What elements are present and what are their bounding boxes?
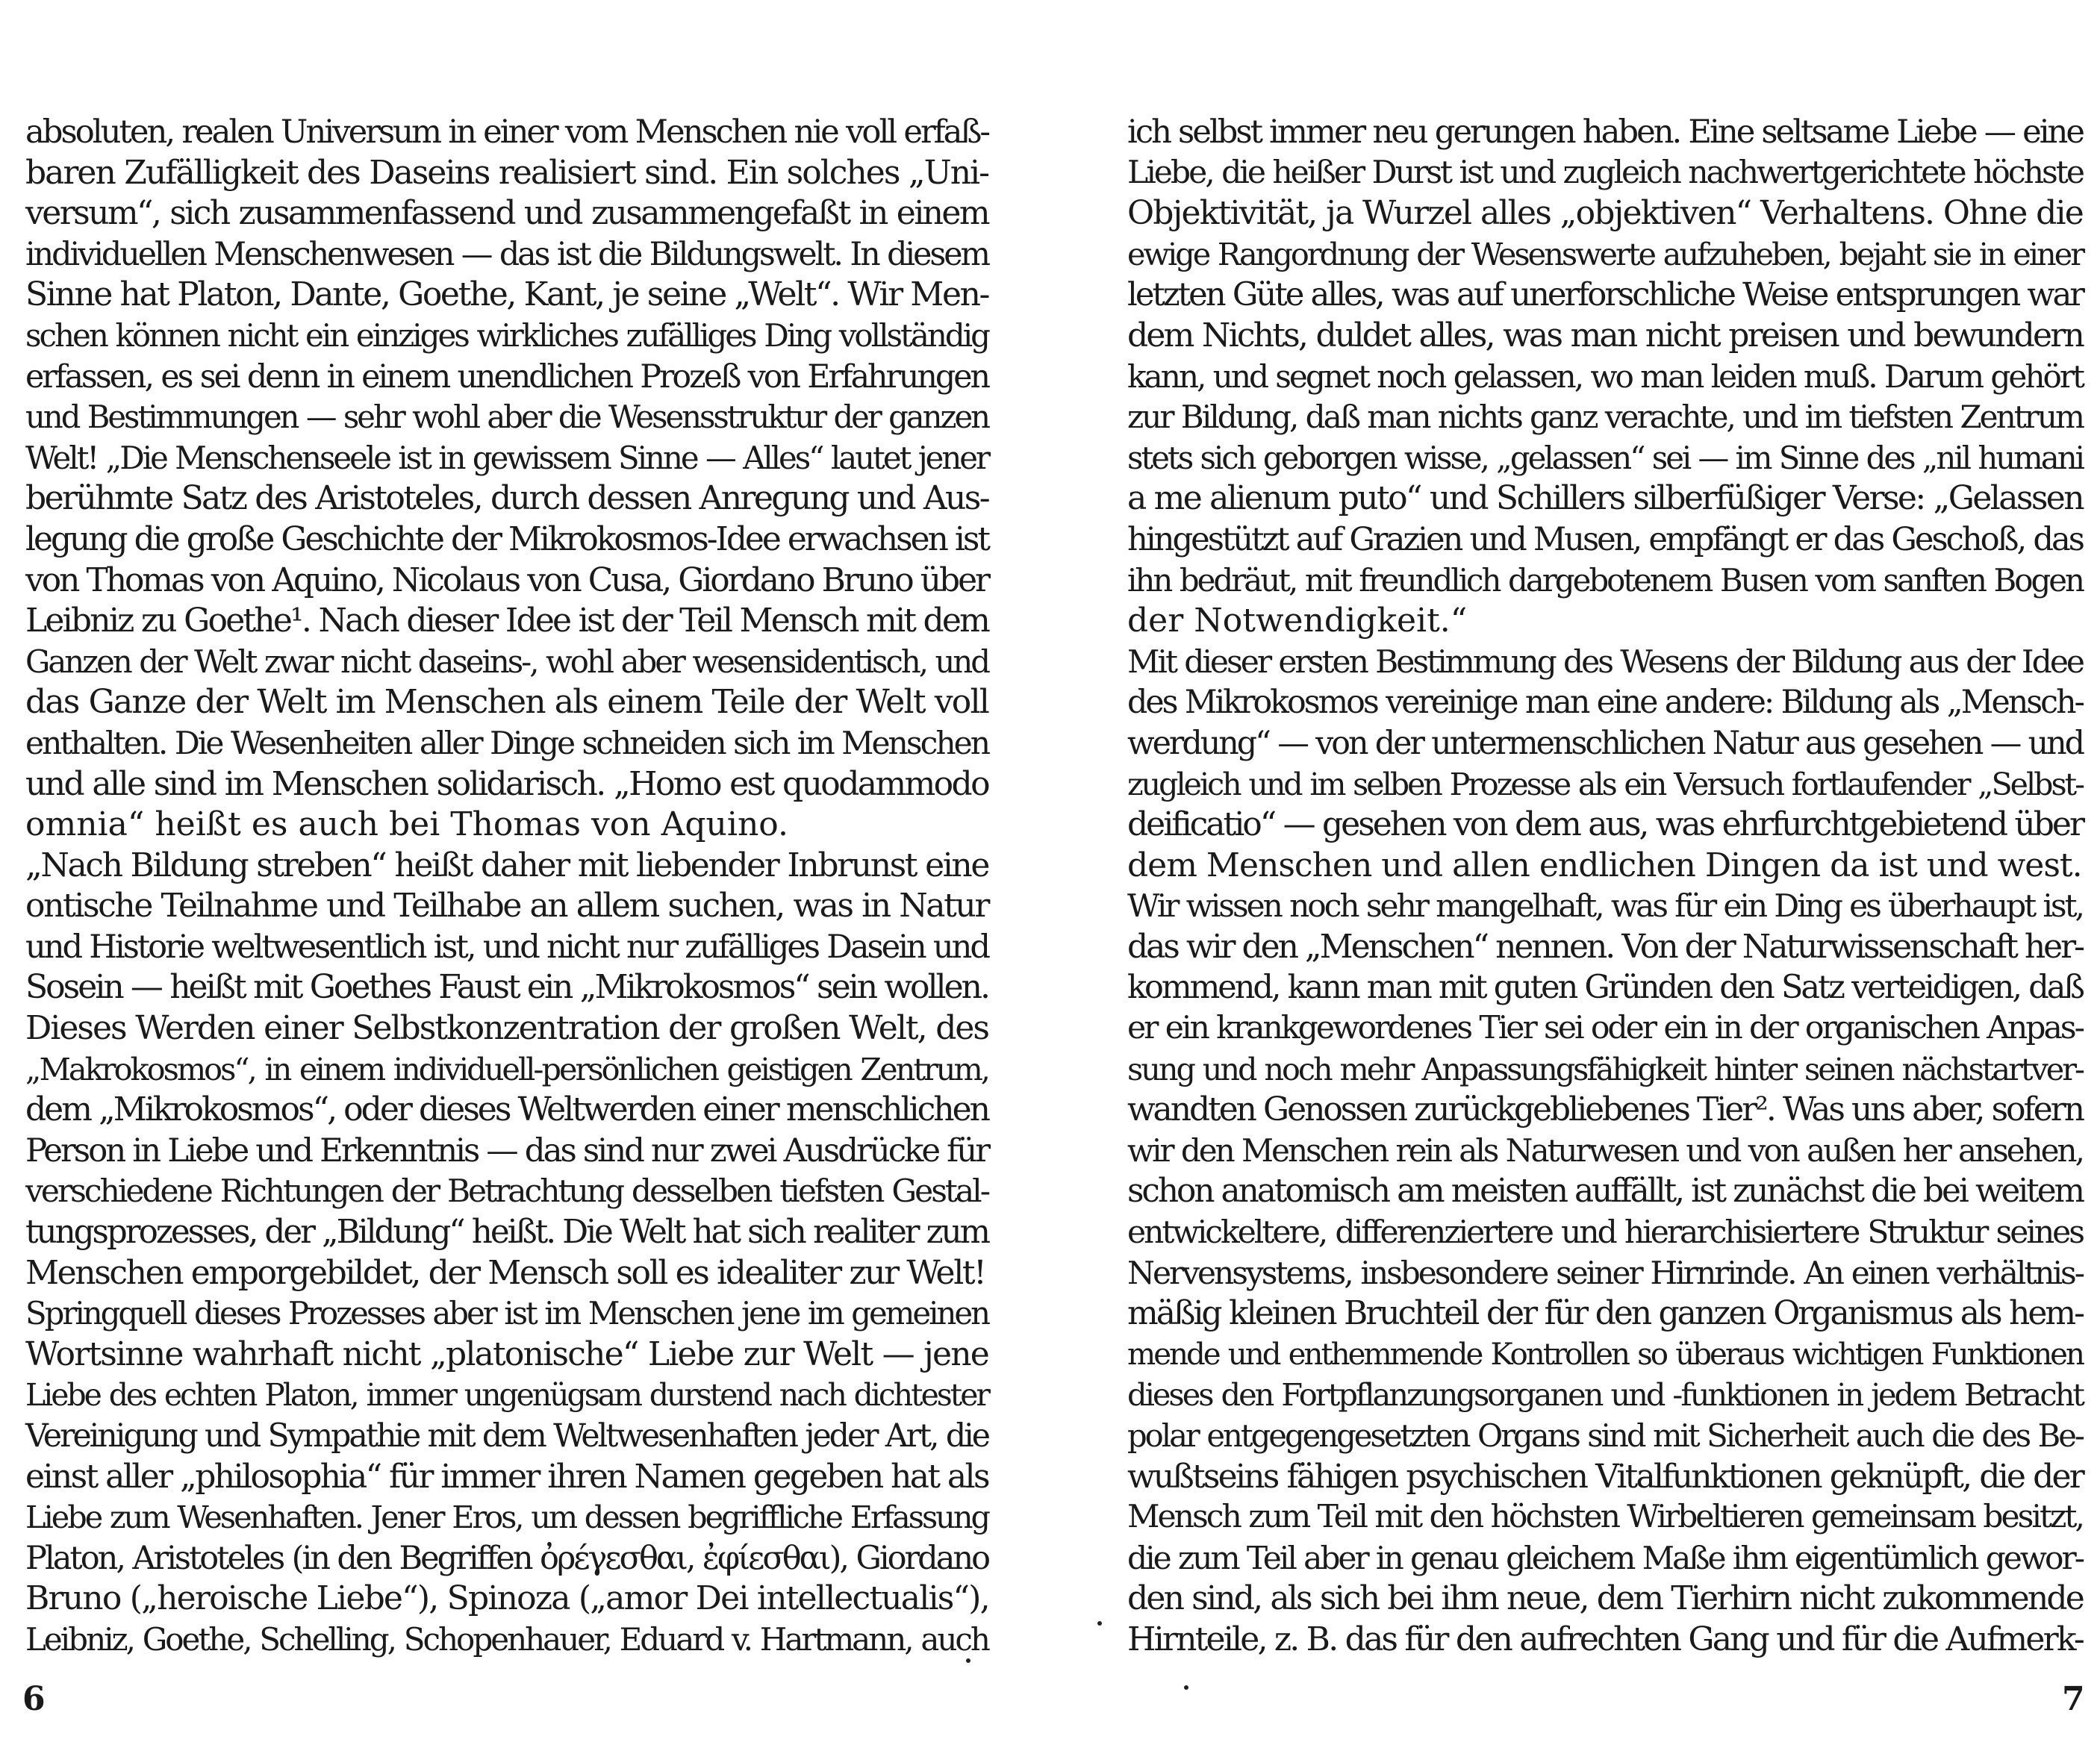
text-line: Platon, Aristoteles (in den Begriffen ὀρέγεσθαι, ἐφίεσθαι), Giordano [25, 1539, 988, 1577]
left-page [25, 112, 988, 1661]
text-line: Menschen emporgebildet, der Mensch soll es idealiter zur Welt! [25, 1253, 985, 1292]
text-line: dem Nichts, duldet alles, was man nicht preisen und bewundern [1127, 316, 2083, 355]
text-line: Sosein — heißt mit Goethes Faust ein „Mikrokosmos“ sein wollen. [25, 968, 988, 1007]
text-line: werdung“ — von der untermenschlichen Natur aus gesehen — und [1127, 724, 2083, 762]
text-line: schen können nicht ein einziges wirkliches zufälliges Ding vollständig [25, 316, 988, 354]
text-line: des Mikrokosmos vereinige man eine andere: Bildung als „Mensch- [1127, 684, 2083, 722]
text-line: einst aller „philosophia“ für immer ihren Namen gegeben hat als [25, 1457, 988, 1496]
right-page [1127, 112, 2083, 1661]
text-line: erfassen, es sei denn in einem unendlichen Prozeß von Erfahrungen [25, 358, 988, 396]
text-line: Vereinigung und Sympathie mit dem Weltwesenhaften jeder Art, die [25, 1417, 988, 1455]
text-line: individuellen Menschenwesen — das ist die Bildungswelt. In diesem [25, 235, 988, 273]
text-line: Ganzen der Welt zwar nicht daseins-, wohl aber wesensidentisch, und [25, 643, 988, 680]
text-line: er ein krankgewordenes Tier sei oder ein in der organischen Anpas- [1127, 1010, 2083, 1047]
text-line: sung und noch mehr Anpassungsfähigkeit hinter seinen nächstartver- [1127, 1051, 2083, 1087]
text-line: schon anatomisch am meisten auffällt, ist zunächst die bei weitem [1127, 1172, 2083, 1211]
text-line: ontische Teilnahme und Teilhabe an allem suchen, was in Natur [25, 887, 988, 925]
text-line: entwickeltere, differenziertere und hierarchisiertere Struktur seines [1127, 1214, 2083, 1251]
text-line: Objektivität, ja Wurzel alles „objektiven“ Verhaltens. Ohne die [1127, 194, 2083, 233]
text-line: enthalten. Die Wesenheiten aller Dinge schneiden sich im Menschen [25, 724, 988, 761]
text-line: Nervensystems, insbesondere seiner Hirnrinde. An einen verhältnis- [1127, 1254, 2083, 1291]
text-line: Mensch zum Teil mit den höchsten Wirbeltieren gemeinsam besitzt, [1127, 1499, 2083, 1536]
text-line: Wortsinne wahrhaft nicht „platonische“ Liebe zur Welt — jene [25, 1334, 988, 1373]
text-line: ich selbst immer neu gerungen haben. Eine seltsame Liebe — eine [1127, 113, 2083, 151]
text-line: baren Zufälligkeit des Daseins realisiert sind. Ein solches „Uni- [25, 153, 988, 192]
text-line: berühmte Satz des Aristoteles, durch dessen Anregung und Aus- [25, 479, 988, 518]
scan-speck [1184, 1685, 1188, 1690]
page-number-left: 6 [22, 1680, 46, 1718]
text-line: Welt! „Die Menschenseele ist in gewissem Sinne — Alles“ lautet jener [25, 439, 988, 476]
text-line: Liebe, die heißer Durst ist und zugleich nachwertgerichtete höchste [1127, 154, 2083, 191]
text-line: wandten Genossen zurückgebliebenes Tier². Was uns aber, sofern [1127, 1090, 2083, 1129]
text-line: Hirnteile, z. B. das für den aufrechten Gang und für die Aufmerk- [1127, 1620, 2083, 1658]
text-line: Leibniz zu Goethe¹. Nach dieser Idee ist der Teil Mensch mit dem [25, 602, 988, 640]
text-line: zugleich und im selben Prozesse als ein Versuch fortlaufender „Selbst- [1127, 766, 2083, 802]
text-line: kann, und segnet noch gelassen, wo man leiden muß. Darum gehört [1127, 358, 2083, 395]
text-line: dieses den Fortpflanzungsorganen und -funktionen in jedem Betracht [1127, 1376, 2083, 1414]
text-line: wir den Menschen rein als Naturwesen und von außen her ansehen, [1127, 1131, 2083, 1169]
text-line: und alle sind im Menschen solidarisch. „Homo est quodammodo [25, 764, 988, 803]
text-line: ihn bedräut, mit freundlich dargebotenem Busen vom sanften Bogen [1127, 561, 2083, 599]
text-line: ewige Rangordnung der Wesenswerte aufzuheben, bejaht sie in einer [1127, 236, 2083, 272]
text-line: Sinne hat Platon, Dante, Goethe, Kant, je seine „Welt“. Wir Men- [25, 275, 988, 314]
text-line: omnia“ heißt es auch bei Thomas von Aquino. [25, 805, 789, 844]
text-line: hingestützt auf Grazien und Musen, empfängt er das Geschoß, das [1127, 520, 2083, 558]
text-line: „Makrokosmos“, in einem individuell-persönlichen geistigen Zentrum, [25, 1051, 988, 1087]
text-line: kommend, kann man mit guten Gründen den Satz verteidigen, daß [1127, 969, 2083, 1007]
text-line: tungsprozesses, der „Bildung“ heißt. Die Welt hat sich realiter zum [25, 1214, 988, 1252]
text-line: polar entgegengesetzten Organs sind mit Sicherheit auch die des Be- [1127, 1417, 2083, 1454]
text-line: die zum Teil aber in genau gleichem Maße ihm eigentümlich gewor- [1127, 1539, 2083, 1576]
text-line: Liebe des echten Platon, immer ungenügsam durstend nach dichtester [25, 1377, 988, 1414]
scan-speck [1097, 1621, 1102, 1626]
page-number-right: 7 [2062, 1680, 2085, 1718]
text-line: und Bestimmungen — sehr wohl aber die Wesensstruktur der ganzen [25, 399, 988, 436]
text-line: das wir den „Menschen“ nennen. Von der Naturwissenschaft her- [1127, 927, 2083, 966]
text-line: wußtseins fähigen psychischen Vitalfunktionen geknüpft, die der [1127, 1457, 2083, 1496]
text-line: Wir wissen noch sehr mangelhaft, was für ein Ding es überhaupt ist, [1127, 887, 2083, 925]
text-line: von Thomas von Aquino, Nicolaus von Cusa, Giordano Bruno über [25, 561, 988, 599]
scan-speck [966, 1658, 970, 1663]
text-line: dem Menschen und allen endlichen Dingen da ist und west. [1127, 846, 2082, 884]
text-line: Mit dieser ersten Bestimmung des Wesens der Bildung aus der Idee [1127, 643, 2083, 680]
text-line: mende und enthemmende Kontrollen so überaus wichtigen Funktionen [1127, 1336, 2083, 1372]
text-line: verschiedene Richtungen der Betrachtung desselben tiefsten Gestal- [25, 1173, 988, 1210]
text-line: letzten Güte alles, was auf unerforschliche Weise entsprungen war [1127, 276, 2083, 314]
text-line: Leibniz, Goethe, Schelling, Schopenhauer, Eduard v. Hartmann, auch [25, 1620, 988, 1658]
text-line: a me alienum puto“ und Schillers silberfüßiger Verse: „Gelassen [1127, 479, 2083, 518]
text-line: legung die große Geschichte der Mikrokosmos-Idee erwachsen ist [25, 519, 988, 558]
text-line: und Historie weltwesentlich ist, und nicht nur zufälliges Dasein und [25, 928, 988, 966]
text-line: absoluten, realen Universum in einer vom Menschen nie voll erfaß- [25, 113, 988, 151]
text-line: stets sich geborgen wisse, „gelassen“ sei — im Sinne des „nil humani [1127, 439, 2083, 476]
text-line: deificatio“ — gesehen von dem aus, was ehrfurchtgebietend über [1127, 805, 2083, 844]
text-line: mäßig kleinen Bruchteil der für den ganzen Organismus als hem- [1127, 1294, 2083, 1333]
text-line: Dieses Werden einer Selbstkonzentration der großen Welt, des [25, 1009, 988, 1048]
text-line: Liebe zum Wesenhaften. Jener Eros, um dessen begriffliche Erfassung [25, 1499, 988, 1536]
text-line: Bruno („heroische Liebe“), Spinoza („amor Dei intellectualis“), [25, 1579, 989, 1618]
text-line: dem „Mikrokosmos“, oder dieses Weltwerden einer menschlichen [25, 1090, 988, 1129]
text-line: zur Bildung, daß man nichts ganz verachte, und im tiefsten Zentrum [1127, 399, 2083, 436]
text-line: das Ganze der Welt im Menschen als einem Teile der Welt voll [25, 683, 988, 722]
text-line: den sind, als sich bei ihm neue, dem Tierhirn nicht zukommende [1127, 1579, 2083, 1618]
text-line: versum“, sich zusammenfassend und zusammengefaßt in einem [25, 194, 988, 233]
text-line: Person in Liebe und Erkenntnis — das sind nur zwei Ausdrücke für [25, 1131, 988, 1170]
text-line: „Nach Bildung streben“ heißt daher mit liebender Inbrunst eine [25, 846, 988, 884]
text-line: Springquell dieses Prozesses aber ist im Menschen jene im gemeinen [25, 1295, 988, 1332]
text-line: der Notwendigkeit.“ [1127, 602, 1468, 640]
